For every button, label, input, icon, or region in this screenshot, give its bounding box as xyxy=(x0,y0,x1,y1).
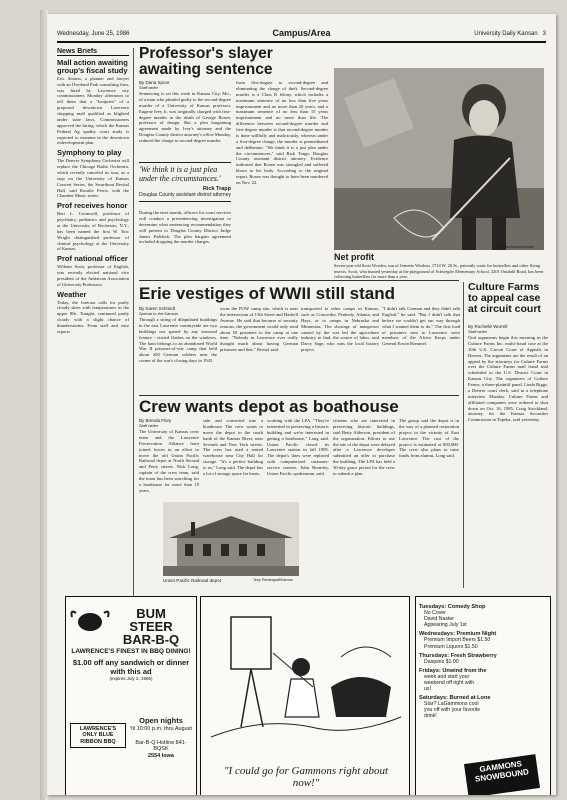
culture-farms-text: Oral arguments begin this morning in the Culture Farms Inc. multi-fraud case at the 10th U.S. Circuit Court of Appeals in Denver. The arguments are the result of an appeal by the attorneys for Culture Farms over the Culture Farms mail fraud trial scheduled in the U.S. District Court in Kansas City. The organizers of Culture Farms, a three-plaintiff panel, Linda Riggs, a Denver court clerk, said in a telephone interview Monday. Culture Farms and affiliated companies were ordered to shut down on Oct. 16, 1985, Craig Strickland, attorney for the Kansas Securities Commission in Topeka, said yesterday. xyxy=(468,335,548,423)
weekly-specials-ad xyxy=(415,596,551,795)
special-line: Premium Liquors $1.50 xyxy=(424,643,478,650)
erie-column-4 xyxy=(382,306,460,393)
bbq-expires: (expires July 2, 1986) xyxy=(109,676,153,682)
pull-quote-author: Rick Trapp xyxy=(202,185,231,192)
special-line: drink! xyxy=(424,713,437,720)
crew-byline-role: Staff writer xyxy=(139,423,159,428)
crew-text-4: citizens who are interested in preserving historic buildings, said Betty Alderson, president of the organization. Efforts to use the site of the depot were delayed after a Lawrence developer submitted an offer to purchase the building. The LPA has held a 30-day grace period for the crew to submit a plan. xyxy=(333,418,395,476)
bbq-name-2: STEER xyxy=(129,619,173,634)
culture-farms-byline: By Rochelle Worrell xyxy=(468,324,508,329)
gammons-ad xyxy=(200,596,410,795)
erie-text-2: owns the POW camp site, which is near the intersection of 15th Street and Haskell Avenue. He said that because of security reasons, the government would only send about 50 prisoners to the camp at one time. "Nobody in Lawrence ever really thought much about having German prisoners and that," Bristol said. xyxy=(220,306,298,353)
brief-text: Eric Strauss, a planner and lawyer with an Overland Park consulting firm, was hired by Lawrence city commissioners Monday afternoon to tell them that a "footprint" of a proposed downtown Lawrence shopping mall qualified as blighted under state laws. Commissioners approved the hiring, which the Kansas Federal Ag quality court study is expected to examine in the downtown redevelopment plan. xyxy=(57,75,129,146)
erie-column-1 xyxy=(139,306,217,393)
bbq-offer: $1.00 off any sandwich or dinner with this ad xyxy=(72,658,190,676)
gammons-tagline: "I could go for Gammons right about now!" xyxy=(223,765,389,790)
professor-text-2: from first-degree to second-degree and eliminating the charge of theft. Second-degree murder is a Class B felony, which includes a maximum sentence of no less than five years imprisonment and no more than 20 years, and a maximum sentence of no less than 15 years imprisonment and no more than life. The difference between second-degree murder and first-degree murder is that second-degree murder is done willfully and maliciously, whereas under a first-degree charge, the murder is premeditated and deliberate. "We think it is a just plea under the circumstances," said Rick Trapp, Douglas County assistant district attorney. Evidence indicated that Rosen was strangled and suffered blows to his body. According to the original report, Rosen was thought to have been murdered on Nov. 22. xyxy=(236,80,328,185)
professor-column-1b xyxy=(139,210,231,274)
erie-text-3: transported to other camps in Kansas, such as Concordia, Peabody, Atlanta, and Hays, or to camps in Nebraska and Minnesota. The shortage of manpower caused by the war led the agriculture industry to find, the source of labor, said Darcy Sage, who runs the local history project. xyxy=(301,306,379,353)
brief-text: Bert L. Cromwell, professor of psychiatry, pediatrics and psychology at the University of Rochester, N.Y., has been named the first W. Eric Wright distinguished professor of clinical psychology at the University of Kansas. xyxy=(57,211,129,252)
bbq-hours-title: Open nights xyxy=(139,716,183,725)
special-day: Wednesdays: Premium Night xyxy=(419,631,497,638)
erie-byline: By Karen Schmidt xyxy=(139,306,176,311)
pull-quote xyxy=(139,162,231,202)
header-paper: University Daily Kansan 3 xyxy=(474,31,546,37)
crew-text-3: working with the LPA. "They're interested in preserving a historic building and we're interested in getting a boathouse," Long said. Union Pacific closed its Lawrence station in fall 1985. The depot's lines were replaced with computerized customer-service centers, John Bromley, Union Pacific spokesman, said. xyxy=(267,418,329,476)
brief-title: Prof national officer xyxy=(57,254,128,264)
boy-with-net-illustration xyxy=(334,68,544,250)
pull-quote-text: 'We think it is a just plea under the circumstances.' xyxy=(139,165,221,183)
bbq-name-3: BAR-B-Q xyxy=(122,632,180,647)
professor-column-2 xyxy=(236,80,328,270)
artist-illustration xyxy=(201,597,409,757)
erie-headline: Erie vestiges of WWII still stand xyxy=(139,284,395,303)
erie-column-2 xyxy=(220,306,298,393)
net-profit-credit: Shawna Kamer/Kansan xyxy=(497,245,534,249)
crew-column-2 xyxy=(203,418,263,498)
depot-credit: Terry Pendergraft/Kansan xyxy=(253,578,293,582)
bbq-address: 2554 Iowa xyxy=(148,752,174,759)
brief-text: Today, the forecast calls for partly cloudy skies with temperatures in the upper 80s. Tonight, continued partly cloudy with a slight chance of thunderstorms. From staff and wire reports xyxy=(57,299,129,334)
bbq-hours: 'til 10:00 p.m. thru August xyxy=(130,725,192,732)
news-briefs-column xyxy=(57,48,129,596)
special-line: weekend off right with xyxy=(424,679,475,686)
newspaper-page xyxy=(47,14,556,795)
brief-title: Mall action awaiting group's fiscal study xyxy=(57,58,128,75)
professor-headline: Professor's slayer awaiting sentence xyxy=(139,45,273,78)
erie-text-4: "I didn't talk German and they didn't talk English," he said. "But I didn't talk that before we couldn't get our way through what I wanted them to do." The first load of prisoners sent to Lawrence were members of the Africa Korps under General Erwin Rommel. xyxy=(382,306,460,347)
special-line: No Cover xyxy=(424,610,446,616)
bbq-hotline: Bar-B-Q Hotline 841-BQSK xyxy=(135,739,187,753)
steer-icon xyxy=(70,607,110,633)
bbq-finest: LAWRENCE'S FINEST IN BBQ DINING! xyxy=(71,648,191,655)
header-section: Campus/Area xyxy=(272,28,331,38)
crew-column-1 xyxy=(139,418,199,498)
crew-text-5: The group said the depot is in the way of a planned restoration project in the vicinity of East Lawrence. The cost of the project is estimated at $50,000. The crew also plans to raise funds from alumni, Long said. xyxy=(399,418,459,459)
crew-text-1: The University of Kansas crew team and the Lawrence Preservation Alliance have joined forces in an effort to move the old Union Pacific Railroad depot at North Second and Perry streets. Nick Long, captain of the crew team, said the team has been searching for a boathouse for more than 10 years. xyxy=(139,429,199,493)
special-line: Star? LaGammons cool xyxy=(424,701,479,708)
section-rule xyxy=(139,280,459,281)
brief-title: Weather xyxy=(57,289,87,299)
brief-title: Prof receives honor xyxy=(57,201,128,211)
net-profit-caption: Seven-year-old Scott Worden, son of Jeanette Wisdom, 1714 W. 20 St., patiently waits for butterflies and other flying insects. Scott, who hunted yesterday at the playground of Schwegler Elementary School, 2201 Ousdahl Road, has been collecting butterflies for more than a year. xyxy=(334,263,544,279)
professor-text-1b: During the next month, officers for court services will conduct a presentencing investigation to determine what sentencing recommendation they will present to Douglas County District Judge James Paddock. The plea bargain agreement included dropping the murder charges. xyxy=(139,210,231,245)
bum-steer-ad xyxy=(65,596,197,795)
crew-column-4 xyxy=(333,418,395,586)
special-day: Thursdays: Fresh Strawberry xyxy=(419,652,497,659)
depot-caption: Union Pacific Railroad depot xyxy=(163,578,221,583)
special-line: week and start your xyxy=(424,673,470,680)
special-line: Daiquiris $1.00 xyxy=(424,658,459,665)
crew-column-5 xyxy=(399,418,459,586)
column-divider xyxy=(133,48,134,596)
brief-text: William Scott, professor of English, was recently elected national vice president of the American Association of University Professors. xyxy=(57,264,129,287)
special-line: us! xyxy=(424,686,431,692)
special-day: Tuesdays: Comedy Shop xyxy=(419,604,486,610)
net-profit-title: Net profit xyxy=(334,252,374,262)
column-divider xyxy=(463,282,464,588)
special-line: David Naster xyxy=(424,616,454,623)
brief-text: The Denver Symphony Orchestra will replace the Chicago Radio Orchestra, which recently canceled its tour, as a stop on the University of Kansas Concert Series, the Swarthout Recital Hall, said Rosalie Ferris, with the Chamber Music series. xyxy=(57,158,129,199)
bbq-name-1: BUM xyxy=(136,606,166,621)
special-line: you off with your favorite xyxy=(424,707,481,714)
special-line: Appearing July 1st xyxy=(424,622,467,629)
crew-byline: By Brenda Flory xyxy=(139,418,172,423)
brief-title: Symphony to play xyxy=(57,148,122,158)
pull-quote-title: Douglas County assistant district attorney xyxy=(139,191,231,198)
professor-byline-role: Staff writer xyxy=(139,85,159,90)
page-header xyxy=(57,29,546,43)
crew-headline: Crew wants depot as boathouse xyxy=(139,397,399,416)
erie-byline-role: Special to the Kansan xyxy=(139,311,178,316)
bbq-only: LAWRENCE'S ONLY BLUE RIBBON BBQ xyxy=(70,723,126,748)
net-profit-photo xyxy=(334,68,544,250)
depot-illustration xyxy=(163,502,299,576)
crew-text-2: side and converted into a boathouse. The crew wants to move the depot to the south bank of the Kansas River, near Seventh and New York streets. The crew has used a rented warehouse near City Hall for storage. "It's a perfect building to us," Long said. The depot has a lot of storage space for boats. xyxy=(203,418,263,476)
professor-text-1: Sentencing is set this week in Kansas City, Mo., of a man who pleaded guilty to the second-degree murder of a University of Kansas professor. Eugene Ivey Jr. was originally charged with first-degree murder in the death of George Rosen, professor of design. But a plea bargaining agreement made by Ivey's attorney and the Douglas County district attorney's office Monday, reduced the charge to second-degree murder. xyxy=(139,91,231,143)
special-day: Saturdays: Burned at Lone xyxy=(419,695,491,702)
header-date: Wednesday, June 25, 1986 xyxy=(57,31,130,37)
special-day: Fridays: Unwind from the xyxy=(419,667,487,674)
culture-farms-body xyxy=(468,324,548,586)
culture-farms-byline-role: Staff writer xyxy=(468,329,488,334)
special-line: Premium Import Beers $1.50 xyxy=(424,637,491,644)
culture-farms-headline: Culture Farms to appeal case at circuit court xyxy=(468,281,541,316)
professor-byline: By Dana Spoor xyxy=(139,80,170,85)
section-rule xyxy=(139,395,459,396)
erie-column-3 xyxy=(301,306,379,393)
erie-text-1: Through a string of dilapidated buildings in the east Lawrence countryside are two buildings not spared by any seasonal feature - visited flashes on the windows. The barn belongs to an abandoned World War II prisoner-of-war camp that held about 200 German soldiers near the corner of the war's closing days in 1945. xyxy=(139,317,217,364)
gammons-logo: GAMMONS SNOWBOUND xyxy=(464,754,540,795)
news-briefs-heading: News Briefs xyxy=(57,48,129,56)
depot-photo xyxy=(163,502,299,576)
